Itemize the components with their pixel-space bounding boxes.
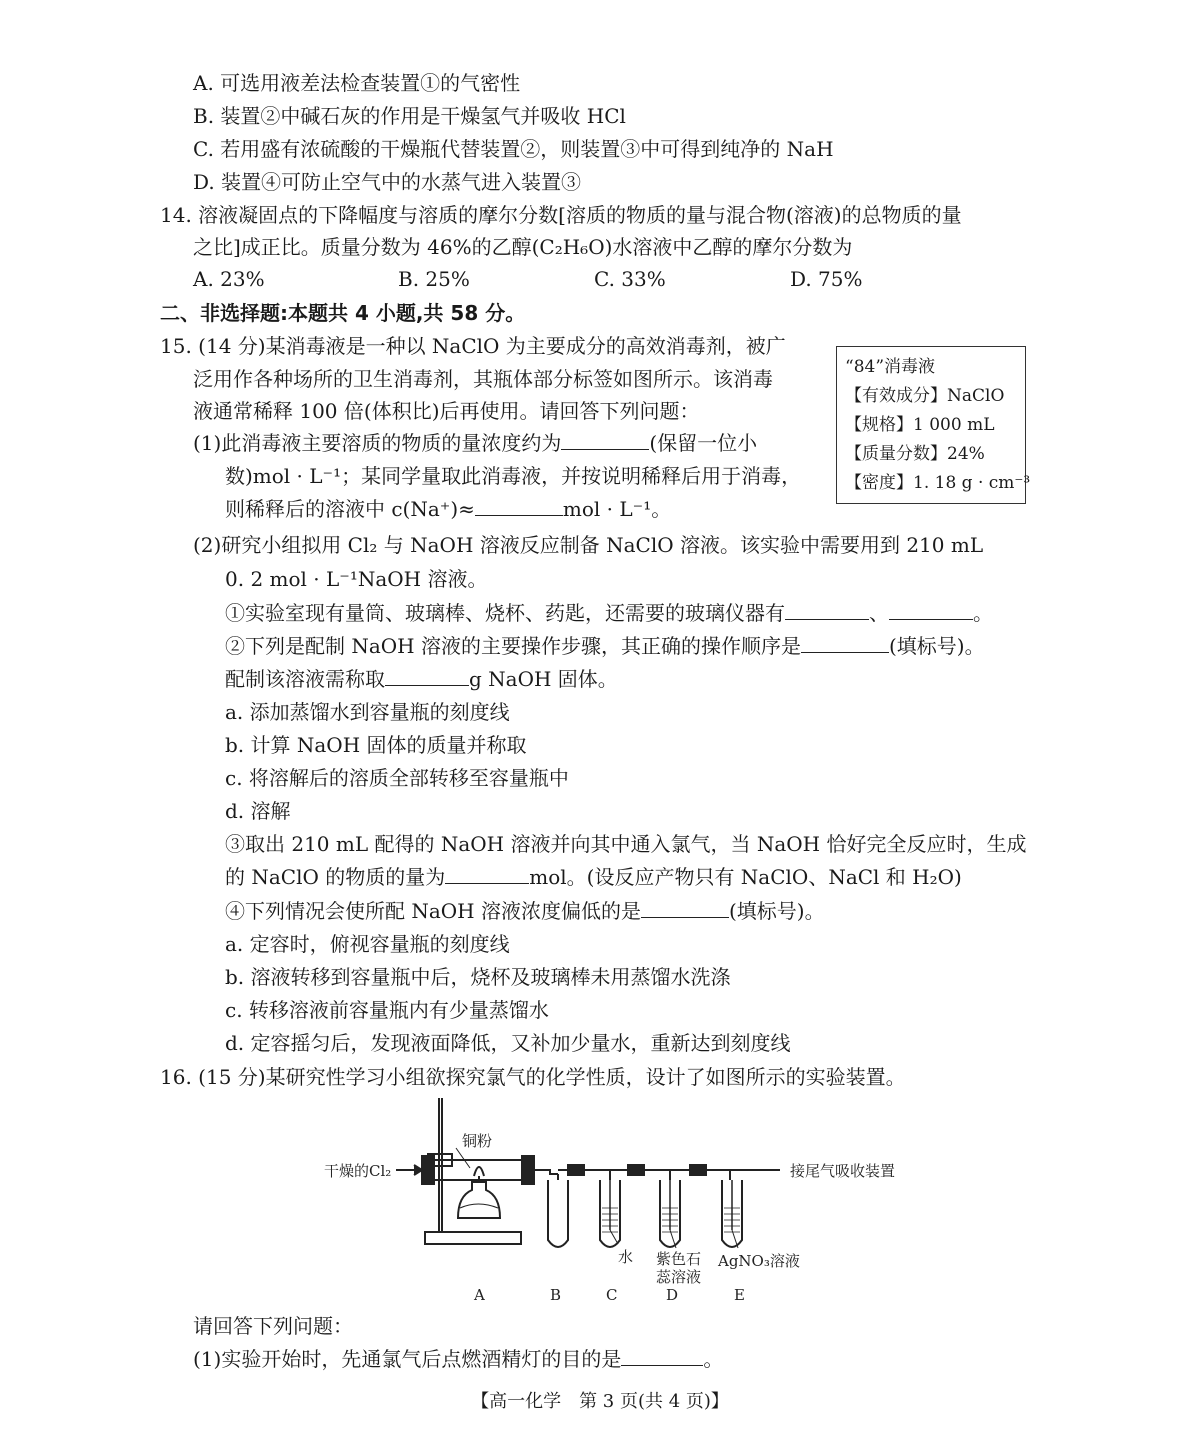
q16-prompt: 请回答下列问题： (193, 1314, 353, 1338)
q15-part2-q4 (225, 898, 825, 924)
alcohol-lamp (458, 1182, 500, 1218)
q15-intro-line1: 15. (14 分)某消毒液是一种以 NaClO 为主要成分的高效消毒剂，被广 (160, 334, 786, 358)
answer-blank[interactable] (561, 431, 649, 450)
q15-part1-line3 (225, 496, 671, 522)
copper-pointer (456, 1148, 470, 1168)
answer-blank[interactable] (641, 899, 729, 918)
q15-q1-text: ①实验室现有量筒、玻璃棒、烧杯、药匙，还需要的玻璃仪器有 (225, 601, 785, 625)
label-device-d: D (666, 1286, 679, 1304)
q14-stem-line2: 之比]成正比。质量分数为 46%的乙醇(C₂H₆O)水溶液中乙醇的摩尔分数为 (193, 235, 853, 259)
error-item: c. 转移溶液前容量瓶内有少量蒸馏水 (225, 998, 549, 1022)
answer-blank[interactable] (889, 601, 973, 620)
label-mass-fraction: 【质量分数】24% (845, 444, 985, 464)
tube-stopper-right (522, 1156, 534, 1184)
q15-q2-suffix: (填标号)。 (888, 634, 985, 658)
q15-q2-weigh-unit: g NaOH 固体。 (469, 667, 618, 691)
q15-part2-line1: (2)研究小组拟用 Cl₂ 与 NaOH 溶液反应制备 NaClO 溶液。该实验中需要用到 210 mL (193, 533, 984, 557)
q14-option-a: A. 23% (193, 267, 265, 291)
q15-part1-text-e: mol · L⁻¹。 (562, 497, 672, 521)
label-device-c: C (606, 1286, 618, 1304)
q15-q2-weigh-text: 配制该溶液需称取 (225, 667, 385, 691)
q13-option-d: D. 装置④可防止空气中的水蒸气进入装置③ (193, 170, 582, 194)
rubber-joint (568, 1165, 584, 1175)
q15-part1-text-b: (保留一位小 (649, 431, 758, 455)
q13-option-c: C. 若用盛有浓硫酸的干燥瓶代替装置②，则装置③中可得到纯净的 NaH (193, 137, 834, 161)
answer-blank[interactable] (801, 634, 889, 653)
answer-blank[interactable] (385, 667, 469, 686)
label-litmus-line2: 蕊溶液 (656, 1268, 702, 1286)
rubber-joint (628, 1165, 644, 1175)
step-item: c. 将溶解后的溶质全部转移至容量瓶中 (225, 766, 569, 790)
answer-blank[interactable] (621, 1347, 703, 1366)
q16-intro: 16. (15 分)某研究性学习小组欲探究氯气的化学性质，设计了如图所示的实验装置。 (160, 1065, 906, 1089)
error-item: b. 溶液转移到容量瓶中后，烧杯及玻璃棒未用蒸馏水洗涤 (225, 965, 731, 989)
label-copper-powder: 铜粉 (462, 1132, 493, 1150)
label-device-e: E (734, 1286, 745, 1304)
q15-part1-text-a: (1)此消毒液主要溶质的物质的量浓度约为 (193, 431, 562, 455)
q15-q3-text: 的 NaClO 的物质的量为 (225, 865, 446, 889)
page-footer: 【高一化学 第 3 页(共 4 页)】 (471, 1391, 729, 1412)
label-tail-gas: 接尾气吸收装置 (790, 1162, 896, 1180)
inlet-arrowhead (414, 1165, 422, 1175)
step-item: a. 添加蒸馏水到容量瓶的刻度线 (225, 700, 510, 724)
q15-q2-text: ②下列是配制 NaOH 溶液的主要操作步骤，其正确的操作顺序是 (225, 634, 801, 658)
q15-part2-q2-weigh (225, 666, 618, 692)
lamp-flame (474, 1167, 484, 1176)
answer-blank[interactable] (445, 865, 529, 884)
error-item: a. 定容时，俯视容量瓶的刻度线 (225, 932, 510, 956)
answer-blank[interactable] (785, 601, 869, 620)
test-tube-b (548, 1180, 568, 1247)
q14-stem-line1: 14. 溶液凝固点的下降幅度与溶质的摩尔分数[溶质的物质的量与混合物(溶液)的总物质的量 (160, 203, 962, 227)
label-device-b: B (550, 1286, 562, 1304)
stand-base (425, 1232, 521, 1244)
label-spec: 【规格】1 000 mL (845, 415, 995, 435)
q15-q1-sep: 、 (869, 601, 889, 625)
q16-part1-text: (1)实验开始时，先通氯气后点燃酒精灯的目的是 (193, 1347, 622, 1371)
q15-q3-suffix: mol。(设反应产物只有 NaClO、NaCl 和 H₂O) (529, 865, 962, 889)
q15-q4-text: ④下列情况会使所配 NaOH 溶液浓度偏低的是 (225, 899, 641, 923)
apparatus-diagram (310, 1090, 930, 1310)
q13-option-a: A. 可选用液差法检查装置①的气密性 (193, 71, 521, 95)
answer-blank[interactable] (475, 497, 563, 516)
label-ingredient: 【有效成分】NaClO (845, 386, 1005, 406)
label-product-name: “84”消毒液 (845, 357, 936, 377)
step-item: d. 溶解 (225, 799, 291, 823)
label-agno3: AgNO₃溶液 (718, 1252, 800, 1270)
q14-option-b: B. 25% (398, 267, 470, 291)
q15-part2-q3-line1: ③取出 210 mL 配得的 NaOH 溶液并向其中通入氯气，当 NaOH 恰好完全反应时，生成 (225, 832, 1027, 856)
q16-part1-end: 。 (703, 1347, 724, 1371)
q15-part1-line1 (193, 430, 757, 456)
q14-option-c: C. 33% (594, 267, 666, 291)
q13-option-b: B. 装置②中碱石灰的作用是干燥氢气并吸收 HCl (193, 104, 626, 128)
label-device-a: A (474, 1286, 485, 1304)
q16-part1 (193, 1346, 723, 1372)
q15-part2-q2 (225, 633, 985, 659)
q15-part1-line2: 数)mol · L⁻¹；某同学量取此消毒液，并按说明稀释后用于消毒， (225, 464, 802, 488)
q15-part2-line2: 0. 2 mol · L⁻¹NaOH 溶液。 (225, 567, 488, 591)
label-litmus-line1: 紫色石 (656, 1250, 702, 1268)
label-gas-inlet: 干燥的Cl₂ (324, 1162, 392, 1180)
q15-part2-q1 (225, 600, 993, 626)
q15-part2-q3-line2 (225, 864, 962, 890)
q15-part1-text-d: 则稀释后的溶液中 c(Na⁺)≈ (225, 497, 475, 521)
section-title: 二、非选择题:本题共 4 小题,共 58 分。 (160, 301, 526, 325)
q15-q4-suffix: (填标号)。 (728, 899, 825, 923)
rubber-joint (690, 1165, 706, 1175)
label-water: 水 (618, 1248, 634, 1266)
step-item: b. 计算 NaOH 固体的质量并称取 (225, 733, 527, 757)
q15-intro-line2: 泛用作各种场所的卫生消毒剂，其瓶体部分标签如图所示。该消毒 (193, 367, 773, 391)
error-item: d. 定容摇匀后，发现液面降低，又补加少量水，重新达到刻度线 (225, 1031, 791, 1055)
label-density: 【密度】1. 18 g · cm⁻³ (845, 473, 1031, 493)
q15-q1-end: 。 (973, 601, 993, 625)
disinfectant-label-box (836, 346, 1031, 504)
q15-intro-line3: 液通常稀释 100 倍(体积比)后再使用。请回答下列问题： (193, 399, 700, 423)
q14-option-d: D. 75% (790, 267, 863, 291)
connect-tube (534, 1170, 558, 1174)
